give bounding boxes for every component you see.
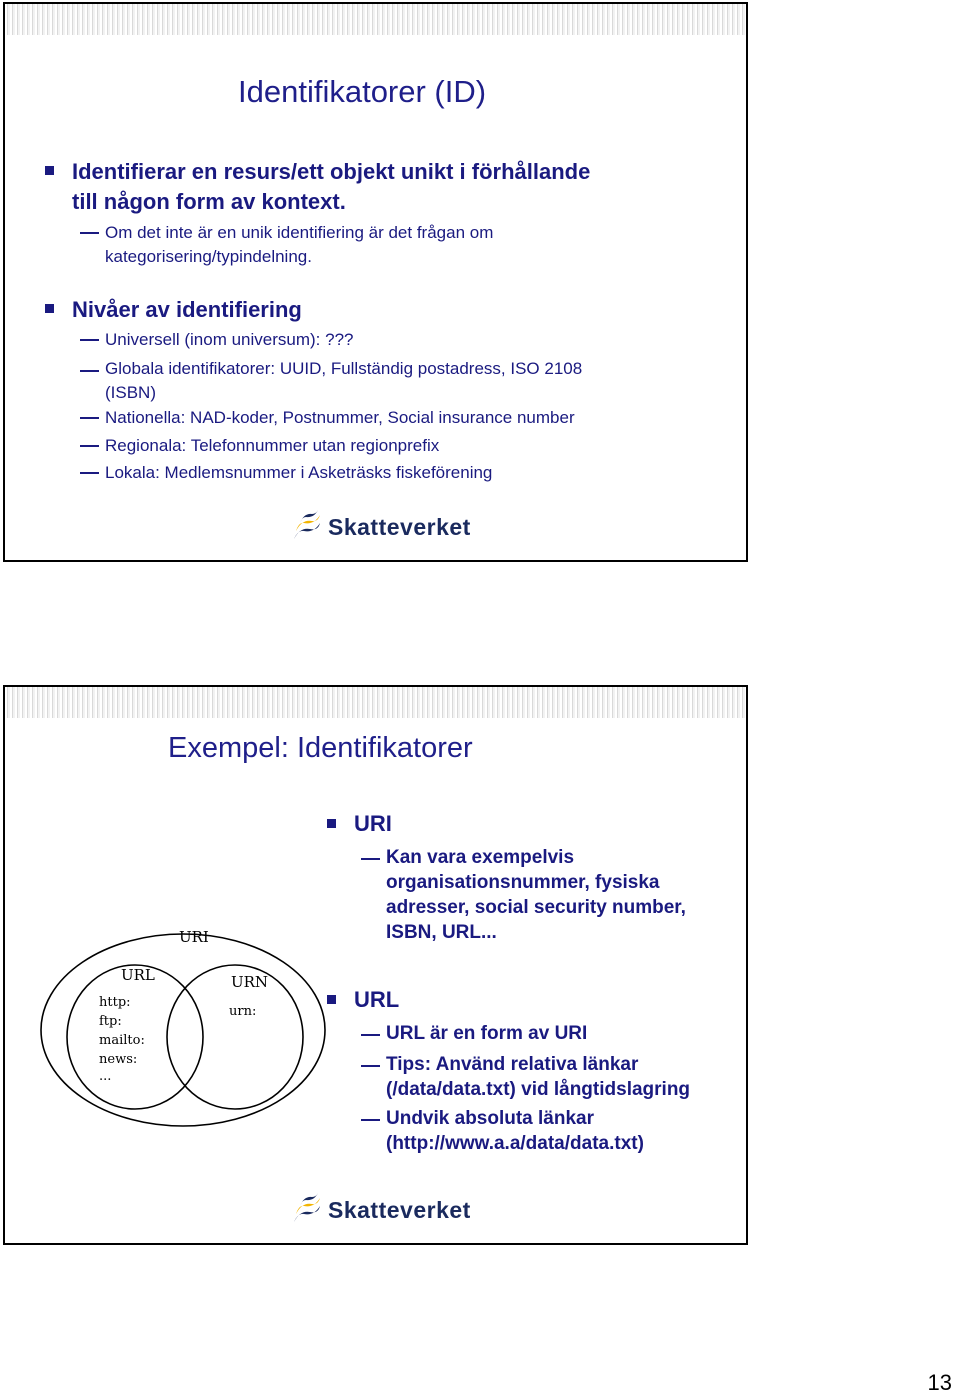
- bullet-text: till någon form av kontext.: [72, 189, 346, 214]
- venn-url-item: ...: [99, 1069, 112, 1084]
- dash-bullet-icon: [361, 1065, 380, 1067]
- venn-url-item: mailto:: [99, 1033, 145, 1048]
- sub-bullet-text: Lokala: Medlemsnummer i Asketräsks fiskeförening: [105, 463, 493, 482]
- bullet-text: URI: [354, 811, 392, 836]
- skatteverket-logo: [290, 1192, 471, 1228]
- dash-bullet-icon: [80, 370, 99, 372]
- slide-1: [3, 2, 748, 562]
- dash-bullet-icon: [80, 417, 99, 419]
- dash-bullet-icon: [80, 445, 99, 447]
- square-bullet-icon: [45, 304, 54, 313]
- sub-bullet-text: Tips: Använd relativa länkar: [386, 1054, 639, 1075]
- dash-bullet-icon: [361, 1034, 380, 1036]
- sub-bullet-text: Kan vara exempelvis: [386, 847, 575, 868]
- square-bullet-icon: [45, 166, 54, 175]
- venn-uri-label: URI: [179, 928, 209, 946]
- sub-bullet-text: Om det inte är en unik identifiering är det frågan om: [105, 223, 494, 242]
- sub-bullet-text: Undvik absoluta länkar: [386, 1108, 595, 1129]
- sub-bullet-text: (http://www.a.a/data/data.txt): [386, 1133, 644, 1154]
- venn-url-label: URL: [121, 966, 155, 984]
- dash-bullet-icon: [361, 1119, 380, 1121]
- bullet-text: Identifierar en resurs/ett objekt unikt i förhållande: [72, 159, 591, 184]
- sub-bullet-text: Universell (inom universum): ???: [105, 330, 354, 349]
- sub-bullet-text: Nationella: NAD-koder, Postnummer, Social insurance number: [105, 408, 575, 427]
- uri-outer-ellipse: [41, 934, 325, 1126]
- uri-venn-diagram: [35, 912, 335, 1132]
- slide-header-bar: [5, 687, 746, 718]
- dash-bullet-icon: [80, 339, 99, 341]
- crown-emblem-icon: [290, 509, 324, 545]
- dash-bullet-icon: [80, 232, 99, 234]
- sub-bullet-text: Regionala: Telefonnummer utan regionprefix: [105, 436, 440, 455]
- square-bullet-icon: [327, 819, 336, 828]
- slide-2: [3, 685, 748, 1245]
- bullet-text: Nivåer av identifiering: [72, 297, 302, 322]
- sub-bullet-text: (ISBN): [105, 383, 156, 402]
- sub-bullet-text: adresser, social security number,: [386, 897, 686, 918]
- bullet-text: URL: [354, 987, 400, 1012]
- dash-bullet-icon: [361, 858, 380, 860]
- sub-bullet-text: kategorisering/typindelning.: [105, 247, 312, 266]
- venn-url-item: http:: [99, 995, 131, 1010]
- sub-bullet-text: URL är en form av URI: [386, 1023, 588, 1044]
- sub-bullet-text: ISBN, URL...: [386, 922, 497, 943]
- venn-url-item: ftp:: [99, 1014, 122, 1029]
- dash-bullet-icon: [80, 472, 99, 474]
- page-number: 13: [927, 1370, 952, 1395]
- venn-urn-label: URN: [231, 973, 269, 991]
- sub-bullet-text: Globala identifikatorer: UUID, Fullständig postadress, ISO 2108: [105, 359, 583, 378]
- slide-header-bar: [5, 4, 746, 35]
- venn-urn-item: urn:: [229, 1004, 257, 1019]
- skatteverket-logo: [290, 509, 471, 545]
- logo-text: Skatteverket: [328, 1196, 471, 1223]
- sub-bullet-text: organisationsnummer, fysiska: [386, 872, 660, 893]
- crown-emblem-icon: [290, 1192, 324, 1228]
- slide-title: Identifikatorer (ID): [238, 74, 487, 109]
- logo-text: Skatteverket: [328, 513, 471, 540]
- slide-title: Exempel: Identifikatorer: [168, 732, 473, 764]
- venn-url-item: news:: [99, 1052, 138, 1067]
- sub-bullet-text: (/data/data.txt) vid långtidslagring: [386, 1079, 691, 1100]
